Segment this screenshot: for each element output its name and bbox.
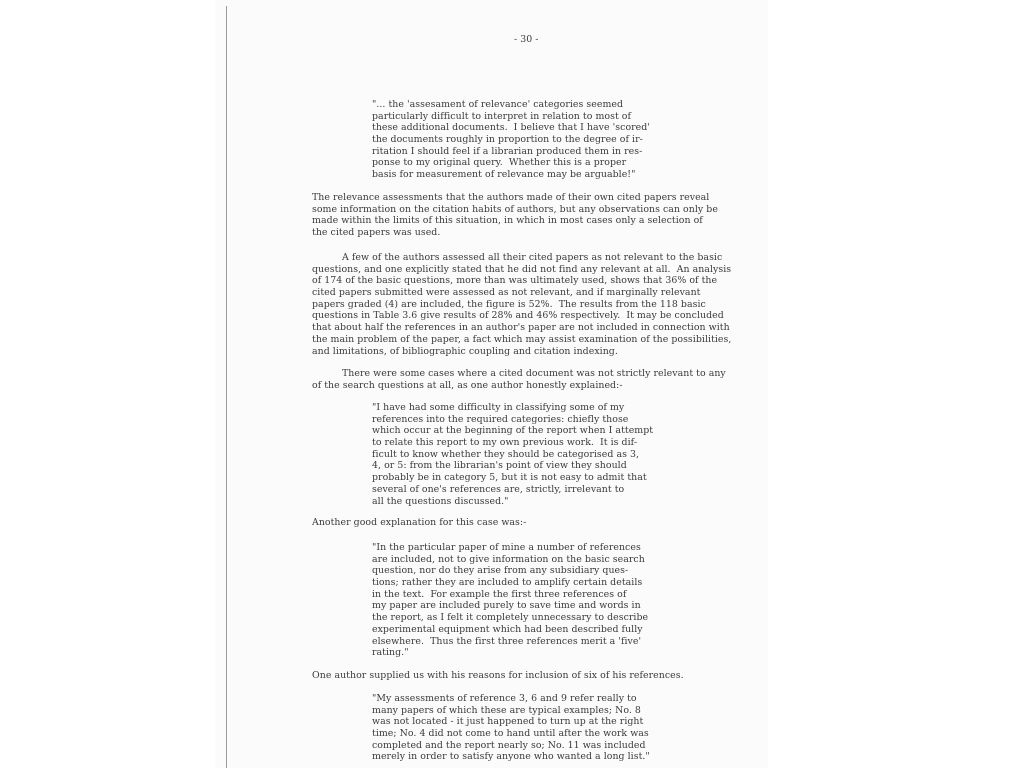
text-line: the cited papers was used. [312,227,441,239]
text-line: "I have had some difficulty in classifying some of my [372,402,625,413]
text-line: papers graded (4) are included, the figure is 52%. The results from the 118 basic [312,298,706,310]
text-line: rating." [372,647,409,659]
text-line: in the text. For example the first three references of [372,588,627,600]
paragraph [312,517,526,529]
text-line: tions; rather they are included to amplify certain details [372,577,643,589]
text-line: some information on the citation habits of authors, but any observations can only be [312,203,718,215]
text-line: A few of the authors assessed all their cited papers as not relevant to the basic [342,252,723,263]
text-line: many papers of which these are typical examples; No. 8 [372,704,641,716]
text-line: basis for measurement of relevance may be arguable!" [372,169,636,181]
paragraph [312,670,684,682]
text-line: are included, not to give information on the basic search [372,553,645,565]
paragraph [312,252,731,357]
text-line: ritation I should feel if a librarian produced them in res- [372,145,643,157]
text-line: merely in order to satisfy anyone who wanted a long list." [372,751,650,763]
paragraph [312,368,726,391]
text-line: these additional documents. I believe that I have 'scored' [372,122,650,134]
text-line: was not located - it just happened to turn up at the right [372,716,644,728]
text-line: the report, as I felt it completely unnecessary to describe [372,612,649,624]
text-line: probably be in category 5, but it is not easy to admit that [372,472,647,484]
text-line: ficult to know whether they should be categorised as 3, [372,448,640,460]
page-number: - 30 - [514,34,539,45]
text-line: experimental equipment which had been described fully [372,623,643,635]
text-line: questions in Table 3.6 give results of 28% and 46% respectively. It may be concluded [312,310,724,322]
text-line: Another good explanation for this case was:- [312,517,527,528]
text-line: cited papers submitted were assessed as not relevant, and if marginally relevant [312,287,701,299]
text-line: the main problem of the paper, a fact which may assist examination of the possibilities, [312,333,732,345]
text-line: ponse to my original query. Whether this is a proper [372,157,627,169]
text-line: The relevance assessments that the authors made of their own cited papers reveal [312,192,710,203]
text-line: which occur at the beginning of the report when I attempt [372,425,654,437]
text-line: and limitations, of bibliographic coupling and citation indexing. [312,345,618,357]
block-quote [372,402,653,507]
text-line: There were some cases where a cited document was not strictly relevant to any [342,368,726,379]
paragraph [312,192,718,239]
text-line: all the questions discussed." [372,495,509,507]
text-line: question, nor do they arise from any subsidiary ques- [372,565,629,577]
page-edge-line [226,6,227,768]
text-line: elsewhere. Thus the first three references merit a 'five' [372,635,642,647]
text-line: "In the particular paper of mine a number of references [372,542,641,553]
text-line: completed and the report nearly so; No. 11 was included [372,739,646,751]
block-quote [372,542,648,659]
text-line: references into the required categories: chiefly those [372,413,629,425]
text-line: of the search questions at all, as one author honestly explained:- [312,379,623,391]
block-quote [372,99,650,181]
block-quote [372,693,650,763]
text-line: 4, or 5: from the librarian's point of view they should [372,460,627,472]
text-line: that about half the references in an author's paper are not included in connection with [312,322,730,334]
text-line: made within the limits of this situation, in which in most cases only a selection of [312,215,703,227]
text-line: to relate this report to my own previous work. It is dif- [372,437,638,449]
text-line: several of one's references are, strictly, irrelevant to [372,483,625,495]
text-line: my paper are included purely to save time and words in [372,600,641,612]
text-line: the documents roughly in proportion to the degree of ir- [372,134,643,146]
text-line: particularly difficult to interpret in relation to most of [372,110,632,122]
text-line: of 174 of the basic questions, more than was ultimately used, shows that 36% of the [312,275,718,287]
text-line: questions, and one explicitly stated that he did not find any relevant at all. An analysis [312,263,732,275]
text-line: "My assessments of reference 3, 6 and 9 refer really to [372,693,637,704]
text-line: One author supplied us with his reasons for inclusion of six of his references. [312,670,684,681]
text-line: time; No. 4 did not come to hand until after the work was [372,728,649,740]
text-line: "... the 'assesament of relevance' categories seemed [372,99,624,110]
